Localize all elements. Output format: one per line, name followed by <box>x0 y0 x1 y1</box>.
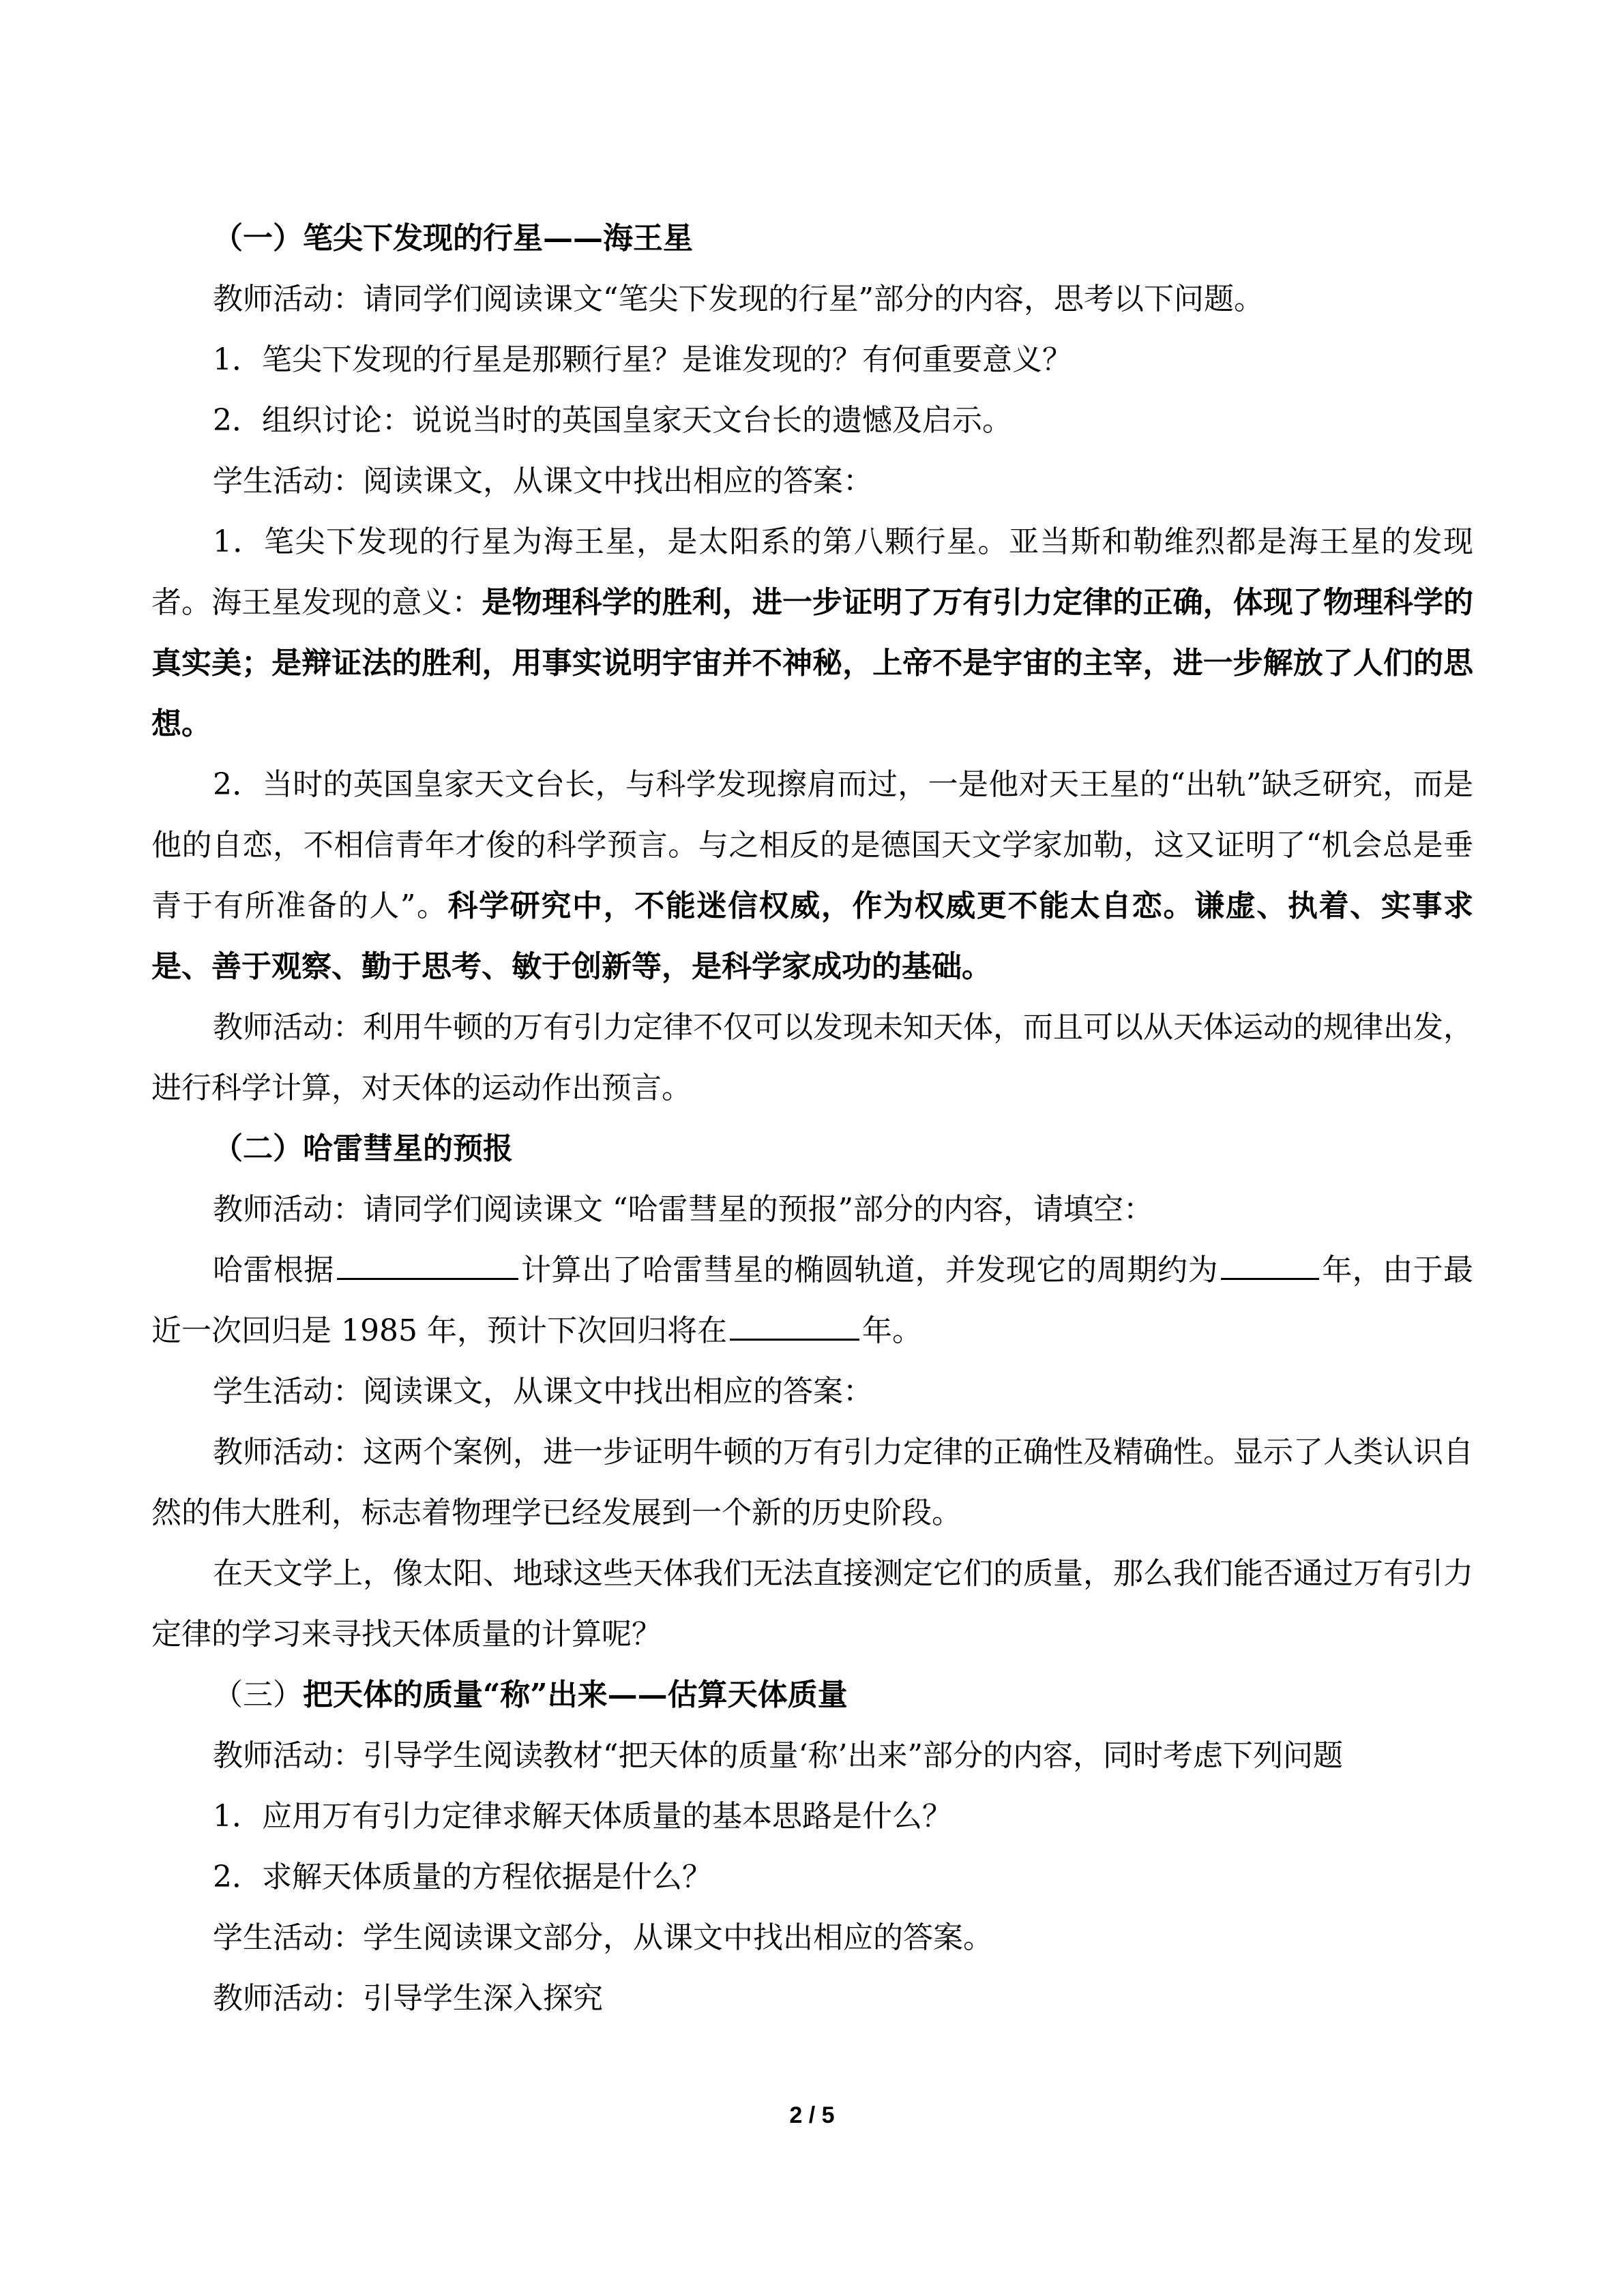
section2-teacher-intro: 教师活动：请同学们阅读课文 “哈雷彗星的预报”部分的内容，请填空： <box>213 1192 1153 1227</box>
section2-transition: 在天文学上，像太阳、地球这些天体我们无法直接测定它们的质量，那么我们能否通过万有引力定律的学习来寻找天体质量的计算呢？ <box>151 1556 1473 1652</box>
section1-question-2: 2．组织讨论：说说当时的英国皇家天文台长的遗憾及启示。 <box>213 403 1012 438</box>
fill-text-b: 计算出了哈雷彗星的椭圆轨道，并发现它的周期约为 <box>520 1253 1218 1287</box>
section3-student-activity: 学生活动：学生阅读课文部分，从课文中找出相应的答案。 <box>213 1920 993 1955</box>
section3-teacher-intro: 教师活动：引导学生阅读教材“把天体的质量‘称’出来”部分的内容，同时考虑下列问题 <box>213 1738 1343 1773</box>
section3-teacher-note: 教师活动：引导学生深入探究 <box>213 1981 603 2016</box>
section3-heading <box>151 1665 1473 1725</box>
section2-teacher-note: 教师活动：这两个案例，进一步证明牛顿的万有引力定律的正确性及精确性。显示了人类认识自然的伟大胜利，标志着物理学已经发展到一个新的历史阶段。 <box>151 1435 1473 1530</box>
section1-student-activity: 学生活动：阅读课文，从课文中找出相应的答案： <box>213 464 873 498</box>
section3-question-1: 1．应用万有引力定律求解天体质量的基本思路是什么？ <box>213 1799 952 1834</box>
answer-1-text: 1．笔尖下发现的行星为海王星，是太阳系的第八颗行星。亚当斯和勒维烈都是海王星的发现者。海王星发现的意义： <box>151 524 1473 620</box>
page-number: 2 / 5 <box>789 2102 835 2128</box>
fill-text-d: 年。 <box>861 1313 922 1348</box>
answer-2-text: 2．当时的英国皇家天文台长，与科学发现擦肩而过，一是他对天王星的“出轨”缺乏研究，而是他的自恋，不相信青年才俊的科学预言。与之相反的是德国天文学家加勒，这又证明了“机会总是垂青于有所准备的人”。 <box>151 767 1473 923</box>
section1-answer-2 <box>151 754 1473 997</box>
fill-text-a: 哈雷根据 <box>213 1253 334 1287</box>
section1-heading: （一）笔尖下发现的行星——海王星 <box>213 221 693 256</box>
section2-fill-in <box>151 1240 1473 1361</box>
fill-blank-method[interactable] <box>337 1251 518 1280</box>
answer-1-emphasis: 是物理科学的胜利，进一步证明了万有引力定律的正确，体现了物理科学的真实美；是辩证法的胜利，用事实说明宇宙并不神秘，上帝不是宇宙的主宰，进一步解放了人们的思想。 <box>151 585 1474 741</box>
fill-text-c: 年，由于最近一次回归是 1985 年，预计下次回归将在 <box>151 1253 1474 1348</box>
section1-teacher-note: 教师活动：利用牛顿的万有引力定律不仅可以发现未知天体，而且可以从天体运动的规律出发，进行科学计算，对天体的运动作出预言。 <box>151 1010 1473 1105</box>
section3-heading-prefix: （三） <box>213 1678 303 1712</box>
fill-blank-next-return[interactable] <box>730 1311 859 1341</box>
section2-heading: （二）哈雷彗星的预报 <box>213 1131 513 1166</box>
section1-question-1: 1．笔尖下发现的行星是那颗行星？是谁发现的？有何重要意义？ <box>213 342 1072 377</box>
document-body <box>151 208 1473 2029</box>
section3-heading-title: 把天体的质量“称”出来——估算天体质量 <box>303 1678 848 1712</box>
answer-2-emphasis: 科学研究中，不能迷信权威，作为权威更不能太自恋。谦虚、执着、实事求是、善于观察、勤于思考、敏于创新等，是科学家成功的基础。 <box>151 889 1474 984</box>
section1-answer-1 <box>151 511 1473 754</box>
fill-blank-period[interactable] <box>1221 1251 1319 1280</box>
section2-student-activity: 学生活动：阅读课文，从课文中找出相应的答案： <box>213 1374 873 1409</box>
section3-question-2: 2．求解天体质量的方程依据是什么？ <box>213 1860 712 1894</box>
section1-teacher-intro: 教师活动：请同学们阅读课文“笔尖下发现的行星”部分的内容，思考以下问题。 <box>213 282 1264 316</box>
